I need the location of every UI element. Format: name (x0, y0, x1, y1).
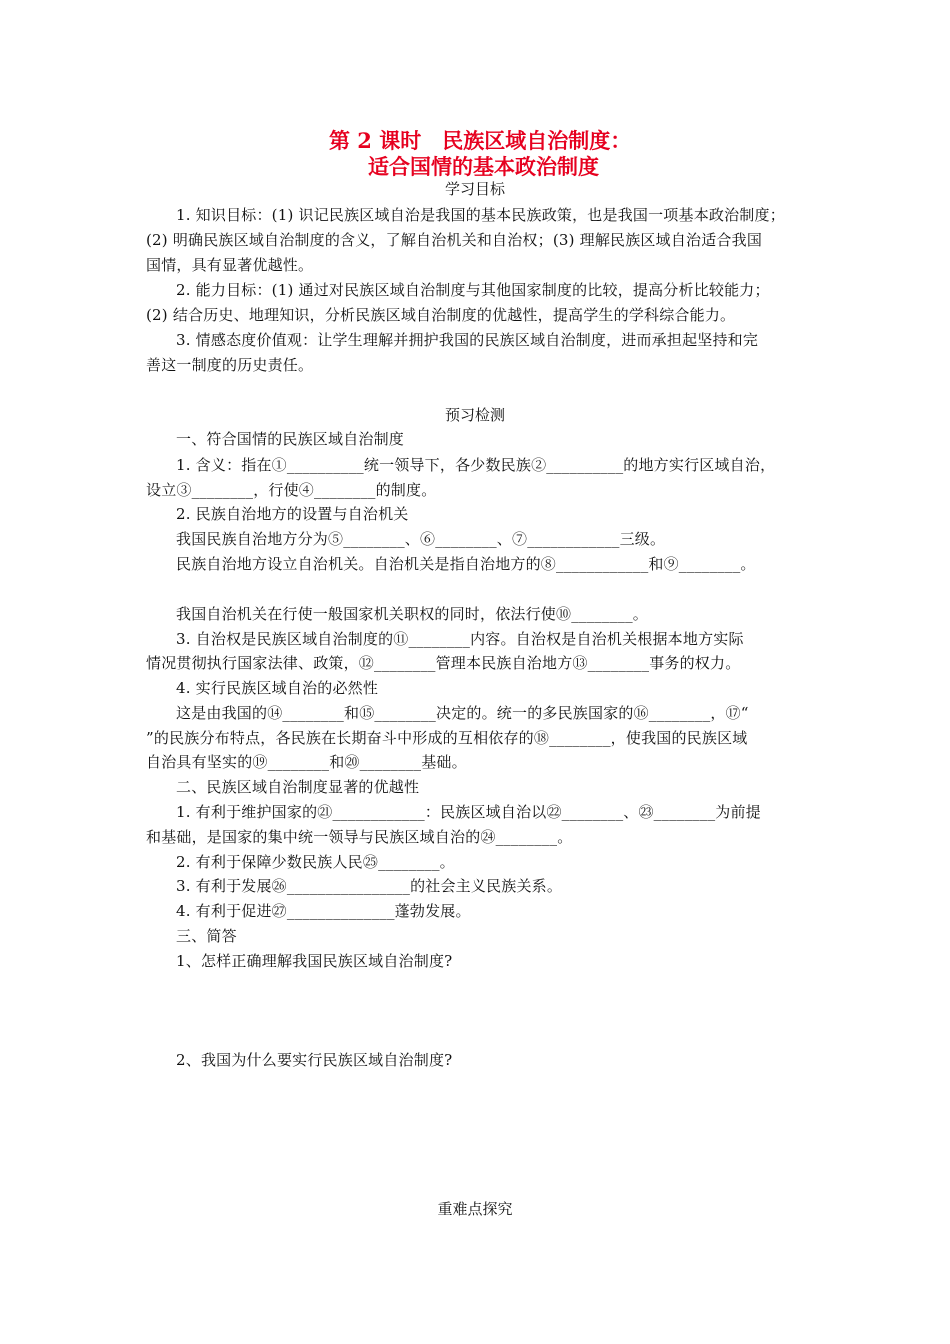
preview-line: 民族自治地方设立自治机关。自治机关是指自治地方的⑧____________和⑨________。 (176, 555, 756, 573)
preview-line: 3. 有利于发展㉖________________的社会主义民族关系。 (176, 877, 563, 895)
preview-line: 4. 有利于促进㉗______________蓬勃发展。 (176, 902, 471, 920)
section-heading-explore: 重难点探究 (437, 1200, 513, 1218)
goal-line: 2. 能力目标：(1) 通过对民族区域自治制度与其他国家制度的比较，提高分析比较能力； (176, 281, 770, 299)
preview-line: 4. 实行民族区域自治的必然性 (176, 679, 379, 697)
preview-heading: 二、民族区域自治制度显著的优越性 (176, 778, 420, 796)
preview-line: 1. 有利于维护国家的㉑____________：民族区域自治以㉒________、㉓________为前提 (176, 803, 761, 821)
preview-heading: 一、符合国情的民族区域自治制度 (176, 430, 405, 448)
preview-line: 我国民族自治地方分为⑤________、⑥________、⑦____________三级。 (176, 530, 666, 548)
lesson-title-line2: 适合国情的基本政治制度 (368, 154, 599, 179)
preview-line: 自治具有坚实的⑲________和⑳________基础。 (146, 753, 467, 771)
goal-line: 3. 情感态度价值观：让学生理解并拥护我国的民族区域自治制度，进而承担起坚持和完 (176, 331, 759, 349)
preview-line: 设立③________，行使④________的制度。 (146, 481, 437, 499)
goal-line: 善这一制度的历史责任。 (146, 356, 314, 374)
preview-line: ”的民族分布特点，各民族在长期奋斗中形成的互相依存的⑱________，使我国的民族区域 (146, 729, 748, 747)
question-line: 2、我国为什么要实行民族区域自治制度? (176, 1051, 453, 1069)
question-line: 1、怎样正确理解我国民族区域自治制度? (176, 952, 453, 970)
preview-line: 和基础，是国家的集中统一领导与民族区域自治的㉔________。 (146, 828, 573, 846)
goal-line: 1. 知识目标：(1) 识记民族区域自治是我国的基本民族政策，也是我国一项基本政治制度； (176, 206, 785, 224)
section-heading-goals: 学习目标 (444, 180, 505, 198)
preview-heading: 三、简答 (176, 927, 237, 945)
preview-line: 这是由我国的⑭________和⑮________决定的。统一的多民族国家的⑯________，⑰“ (176, 704, 749, 722)
section-heading-preview: 预习检测 (444, 406, 505, 424)
preview-line: 情况贯彻执行国家法律、政策，⑫________管理本民族自治地方⑬________事务的权力。 (146, 654, 741, 672)
preview-line: 3. 自治权是民族区域自治制度的⑪________内容。自治权是自治机关根据本地方实际 (176, 630, 744, 648)
goal-line: (2) 明确民族区域自治制度的含义，了解自治机关和自治权；(3) 理解民族区域自治适合我国 (146, 231, 763, 249)
goal-line: 国情，具有显著优越性。 (146, 256, 314, 274)
goal-line: (2) 结合历史、地理知识，分析民族区域自治制度的优越性，提高学生的学科综合能力。 (146, 306, 736, 324)
preview-line: 2. 民族自治地方的设置与自治机关 (176, 505, 409, 523)
preview-line: 1. 含义：指在①__________统一领导下，各少数民族②__________的地方实行区域自治， (176, 456, 776, 474)
preview-line: 2. 有利于保障少数民族人民㉕________。 (176, 853, 455, 871)
lesson-title-line1: 第 2 课时 民族区域自治制度： (329, 128, 632, 153)
preview-line: 我国自治机关在行使一般国家机关职权的同时，依法行使⑩________。 (176, 605, 649, 623)
